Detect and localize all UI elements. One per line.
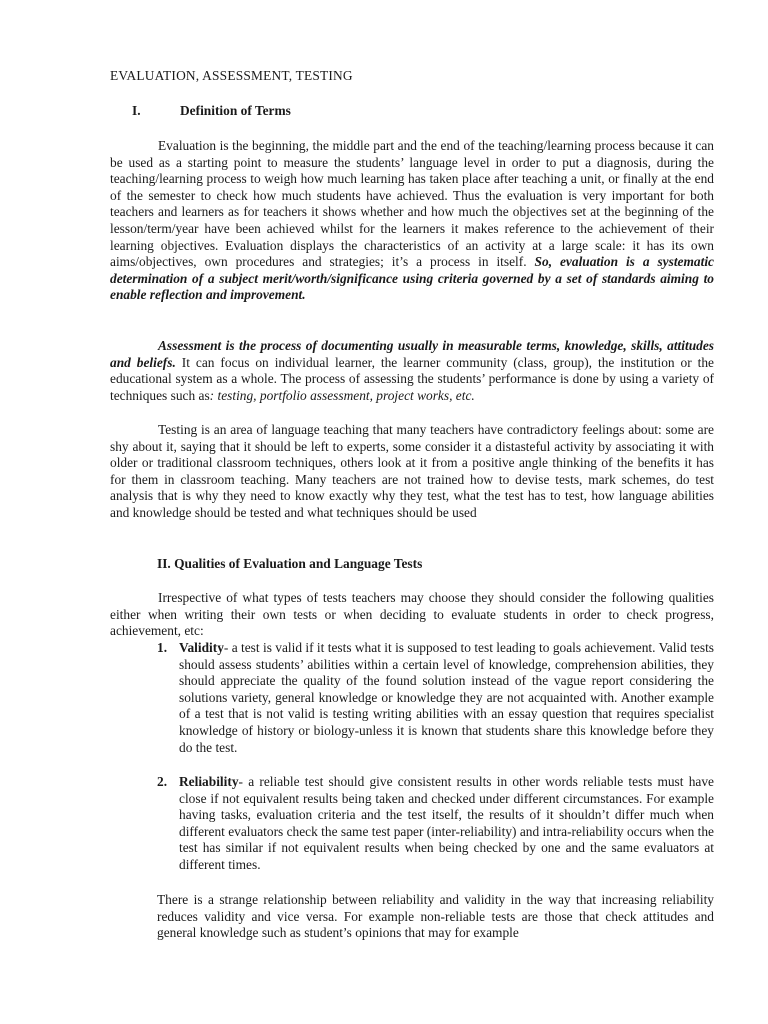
- section-title: Definition of Terms: [180, 103, 291, 118]
- paragraph-testing: [110, 422, 714, 522]
- paragraph-reliability-validity: There is a strange relationship between reliability and validity in the way that increasing reliability reduces validity and vice versa. For example non-reliable tests are those that check attitudes and general knowledge such as student’s opinions that may for example: [157, 892, 714, 941]
- paragraph-assessment: [110, 338, 714, 404]
- list-item-number: 1.: [157, 640, 168, 655]
- list-item-number: 2.: [157, 774, 168, 789]
- section-heading-qualities: II. Qualities of Evaluation and Language Tests: [157, 556, 423, 571]
- document-title: EVALUATION, ASSESSMENT, TESTING: [110, 68, 353, 83]
- list-item: [157, 774, 714, 874]
- list-item-text: - a test is valid if it tests what it is supposed to test leading to goals achievement. Valid tests should assess students’ abilities within a certain level of knowledge, comprehension abilities, they should appreciate the quality of the found solution instead of the vague report considering the solutions variety, general knowledge or knowledge they are not acquainted with. Another example of a test that is not valid is testing writing abilities with an essay question that requires specialist knowledge of history or biology-unless it is known that students share this knowledge before they do the test.: [179, 640, 714, 755]
- qualities-list-continued: [157, 774, 714, 874]
- section-heading-definitions: [132, 103, 291, 119]
- list-item-term: Reliability: [179, 774, 239, 789]
- list-item-term: Validity: [179, 640, 224, 655]
- paragraph-evaluation: [110, 138, 714, 304]
- paragraph-text: Irrespective of what types of tests teachers may choose they should consider the following qualities either when writing their own tests or when deciding to evaluate students in order to check progress, achievement, etc:: [110, 590, 714, 639]
- qualities-list: [157, 640, 714, 756]
- italic-text: : testing, portfolio assessment, project works, etc.: [209, 387, 475, 403]
- paragraph-text: Testing is an area of language teaching that many teachers have contradictory feelings about: some are shy about it, saying that it should be left to experts, some consider it a distasteful activity by associating it with older or traditional classroom techniques, others look at it from a positive angle thinking of the benefits it has for them in classroom teaching. Many teachers are not trained how to devise tests, mark schemes, do test analysis that is why they need to know exactly why they test, what the test has to test, how language abilities and knowledge should be tested and what techniques should be used: [110, 422, 714, 520]
- paragraph-text: It can focus on individual learner, the learner community (class, group), the institution or the educational system as a whole. The process of assessing the students’ performance is done by using a variety of techniques such as: [110, 354, 714, 403]
- list-item-text: - a reliable test should give consistent results in other words reliable tests must have close if not equivalent results being taken and checked under different circumstances. For example having tasks, evaluation criteria and the test itself, the results of it shouldn’t differ much when different evaluators check the same test paper (inter-reliability) and intra-reliability occurs when the test has similar if not equivalent results when being checked by one and the same evaluators at different times.: [179, 774, 714, 872]
- paragraph-text: Evaluation is the beginning, the middle part and the end of the teaching/learning process because it can be used as a starting point to measure the students’ language level in order to put a diagnosis, during the teaching/learning process to weigh how much learning has taken place after teaching a unit, or finally at the end of the semester to check how much students have achieved. Thus the evaluation is very important for both teachers and learners as for teachers it shows whether and how much the objectives set at the beginning of the lesson/term/year have been achieved whilst for the learners it makes reference to the achievement of their learning objectives. Evaluation displays the characteristics of an activity at a large scale: it has its own aims/objectives, own procedures and strategies; it’s a process in itself.: [110, 138, 714, 270]
- emphasis-text: So, evaluation is a systematic determination of a subject merit/worth/significance using criteria governed by a set of standards aiming to enable reflection and improvement.: [110, 254, 714, 303]
- list-item: [157, 640, 714, 756]
- section-number: I.: [132, 103, 141, 118]
- paragraph-qualities-intro: [110, 590, 714, 640]
- emphasis-text: Assessment is the process of documenting usually in measurable terms, knowledge, skills, attitudes and beliefs.: [110, 338, 714, 370]
